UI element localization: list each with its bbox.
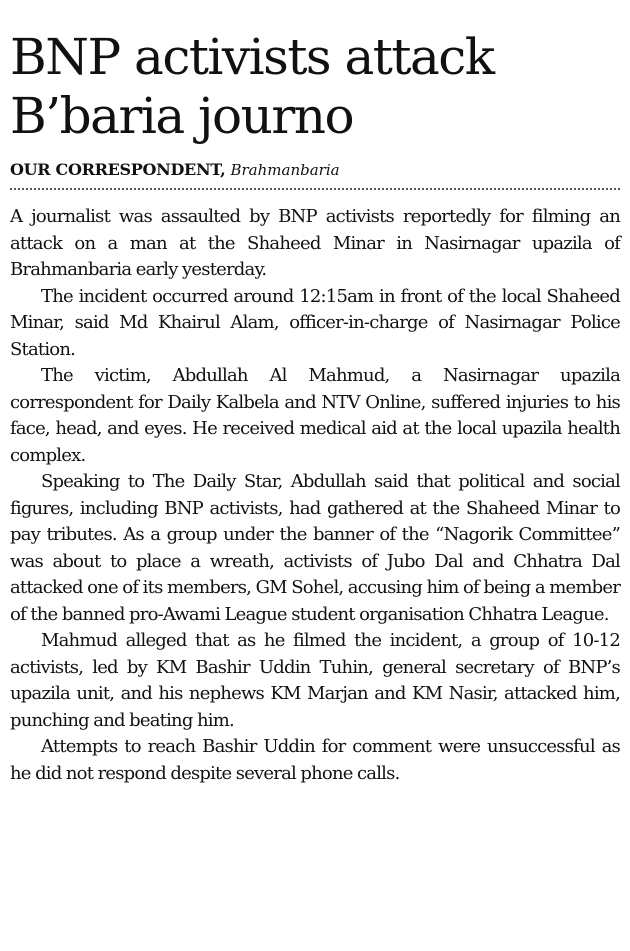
article-paragraph-3: The victim, Abdullah Al Mahmud, a Nasirnagar upazila correspondent for Daily Kalbela and NTV Online, suffered injuries to his face, head, and eyes. He received medical aid at the local upazila health complex.: [10, 365, 620, 466]
headline-line-1: BNP activists attack: [10, 28, 494, 86]
byline: [10, 160, 620, 180]
headline-line-2: B’baria journo: [10, 87, 354, 145]
byline-author: OUR CORRESPONDENT,: [10, 160, 226, 179]
news-article: [10, 0, 620, 787]
article-body: [10, 204, 620, 787]
article-paragraph-2: The incident occurred around 12:15am in front of the local Shaheed Minar, said Md Khairul Alam, officer-in-charge of Nasirnagar Police Station.: [10, 285, 620, 360]
article-paragraph-5: Mahmud alleged that as he filmed the incident, a group of 10-12 activists, led by KM Bashir Uddin Tuhin, general secretary of BNP’s upazila unit, and his nephews KM Marjan and KM Nasir, attacked him, punching and beating him.: [10, 630, 620, 731]
dotted-divider: [10, 188, 620, 190]
article-paragraph-6: Attempts to reach Bashir Uddin for comment were unsuccessful as he did not respond despite several phone calls.: [10, 736, 620, 784]
headline: [10, 0, 620, 146]
article-paragraph-1: A journalist was assaulted by BNP activists reportedly for filming an attack on a man at the Shaheed Minar in Nasirnagar upazila of Brahmanbaria early yesterday.: [10, 206, 620, 280]
byline-location: Brahmanbaria: [230, 161, 340, 179]
article-paragraph-4: Speaking to The Daily Star, Abdullah said that political and social figures, including BNP activists, had gathered at the Shaheed Minar to pay tributes. As a group under the banner of the “Nagorik Committee” was about to place a wreath, activists of Jubo Dal and Chhatra Dal attacked one of its members, GM Sohel, accusing him of being a member of the banned pro-Awami League student organisation Chhatra League.: [10, 471, 620, 625]
